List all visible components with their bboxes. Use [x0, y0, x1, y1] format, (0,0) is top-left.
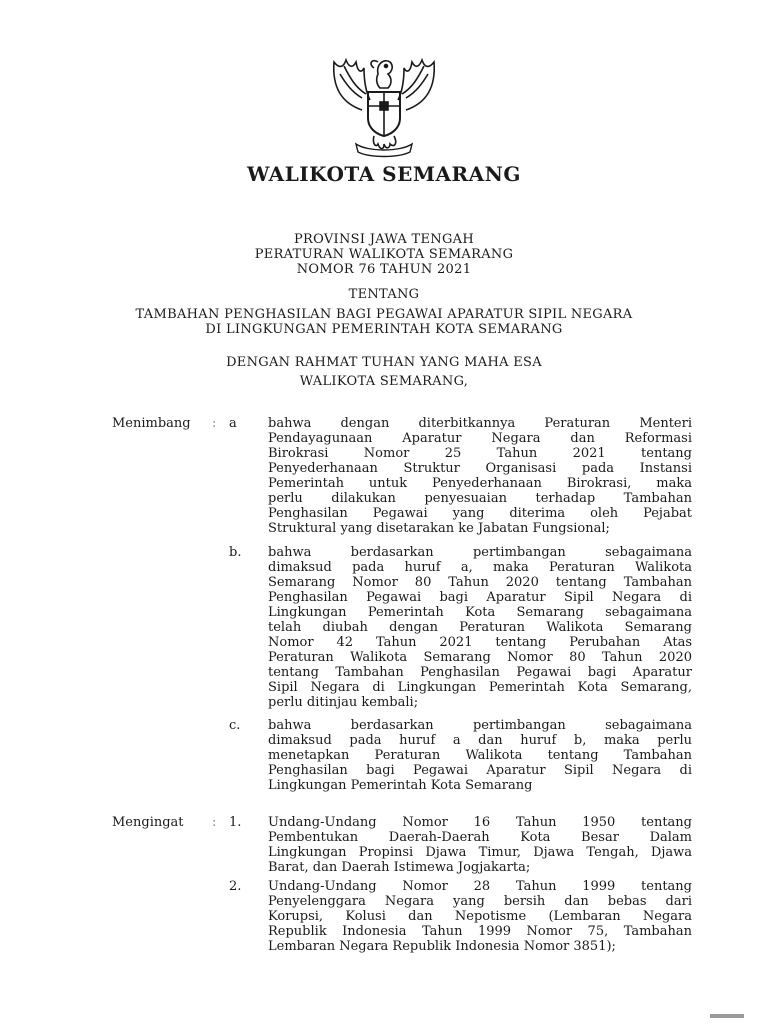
text-line: tentang Tambahan Penghasilan Pegawai bagi Aparatur: [268, 665, 692, 680]
page-corner-mark: [710, 1014, 744, 1018]
text-line: Pendayagunaan Aparatur Negara dan Reformasi: [268, 431, 692, 446]
grace-line: DENGAN RAHMAT TUHAN YANG MAHA ESA: [226, 355, 542, 370]
mengingat-label: Mengingat: [112, 815, 184, 830]
text-line: bahwa berdasarkan pertimbangan sebagaimana: [268, 545, 692, 560]
text-line: telah diubah dengan Peraturan Walikota Semarang: [268, 620, 692, 635]
text-line: Penghasilan Pegawai yang diterima oleh Pejabat: [268, 506, 692, 521]
text-line: Peraturan Walikota Semarang Nomor 80 Tahun 2020: [268, 650, 692, 665]
text-line: bahwa berdasarkan pertimbangan sebagaimana: [268, 718, 692, 733]
mengingat-item-2-marker: 2.: [229, 879, 242, 894]
text-line: Penyederhanaan Struktur Organisasi pada Instansi: [268, 461, 692, 476]
text-line: Lingkungan Pemerintah Kota Semarang: [268, 778, 533, 793]
subject-line-1: TAMBAHAN PENGHASILAN BAGI PEGAWAI APARATUR SIPIL NEGARA: [135, 307, 633, 322]
province-line: PROVINSI JAWA TENGAH: [294, 232, 474, 247]
subject-line-2: DI LINGKUNGAN PEMERINTAH KOTA SEMARANG: [205, 322, 563, 337]
text-line: Penghasilan bagi Pegawai Aparatur Sipil Negara di: [268, 763, 692, 778]
text-line: Lembaran Negara Republik Indonesia Nomor 3851);: [268, 939, 616, 954]
mengingat-item-1: [268, 815, 692, 875]
mayor-line: WALIKOTA SEMARANG,: [299, 374, 469, 389]
document-title: WALIKOTA SEMARANG: [247, 162, 521, 186]
text-line: Nomor 42 Tahun 2021 tentang Perubahan Atas: [268, 635, 692, 650]
menimbang-item-a-marker: a: [229, 416, 237, 431]
text-line: dimaksud pada huruf a, maka Peraturan Walikota: [268, 560, 692, 575]
menimbang-item-b-marker: b.: [229, 545, 242, 560]
mengingat-item-1-marker: 1.: [229, 815, 242, 830]
mengingat-item-2: [268, 879, 692, 954]
menimbang-item-a: [268, 416, 692, 536]
menimbang-item-b: [268, 545, 692, 710]
text-line: Lingkungan Propinsi Djawa Timur, Djawa Tengah, Djawa: [268, 845, 692, 860]
text-line: Pembentukan Daerah-Daerah Kota Besar Dalam: [268, 830, 692, 845]
text-line: dimaksud pada huruf a dan huruf b, maka perlu: [268, 733, 692, 748]
text-line: Penyelenggara Negara yang bersih dan bebas dari: [268, 894, 692, 909]
menimbang-label: Menimbang: [112, 416, 191, 431]
text-line: Pemerintah untuk Penyederhanaan Birokrasi, maka: [268, 476, 692, 491]
about-line: TENTANG: [348, 287, 420, 302]
text-line: bahwa dengan diterbitkannya Peraturan Menteri: [268, 416, 692, 431]
text-line: menetapkan Peraturan Walikota tentang Tambahan: [268, 748, 692, 763]
text-line: Republik Indonesia Tahun 1999 Nomor 75, Tambahan: [268, 924, 692, 939]
garuda-emblem-icon: [322, 48, 446, 160]
menimbang-item-c: [268, 718, 692, 793]
text-line: perlu ditinjau kembali;: [268, 695, 419, 710]
text-line: Sipil Negara di Lingkungan Pemerintah Kota Semarang,: [268, 680, 692, 695]
menimbang-item-c-marker: c.: [229, 718, 241, 733]
text-line: Undang-Undang Nomor 28 Tahun 1999 tentang: [268, 879, 692, 894]
regulation-line: PERATURAN WALIKOTA SEMARANG: [254, 247, 514, 262]
text-line: Undang-Undang Nomor 16 Tahun 1950 tentang: [268, 815, 692, 830]
text-line: perlu dilakukan penyesuaian terhadap Tambahan: [268, 491, 692, 506]
text-line: Struktural yang disetarakan ke Jabatan Fungsional;: [268, 521, 610, 536]
text-line: Barat, dan Daerah Istimewa Jogjakarta;: [268, 860, 531, 875]
text-line: Penghasilan Pegawai bagi Aparatur Sipil Negara di: [268, 590, 692, 605]
number-line: NOMOR 76 TAHUN 2021: [296, 262, 472, 277]
mengingat-colon: :: [212, 815, 217, 830]
text-line: Semarang Nomor 80 Tahun 2020 tentang Tambahan: [268, 575, 692, 590]
text-line: Lingkungan Pemerintah Kota Semarang sebagaimana: [268, 605, 692, 620]
text-line: Birokrasi Nomor 25 Tahun 2021 tentang: [268, 446, 692, 461]
menimbang-colon: :: [212, 416, 217, 431]
text-line: Korupsi, Kolusi dan Nepotisme (Lembaran Negara: [268, 909, 692, 924]
